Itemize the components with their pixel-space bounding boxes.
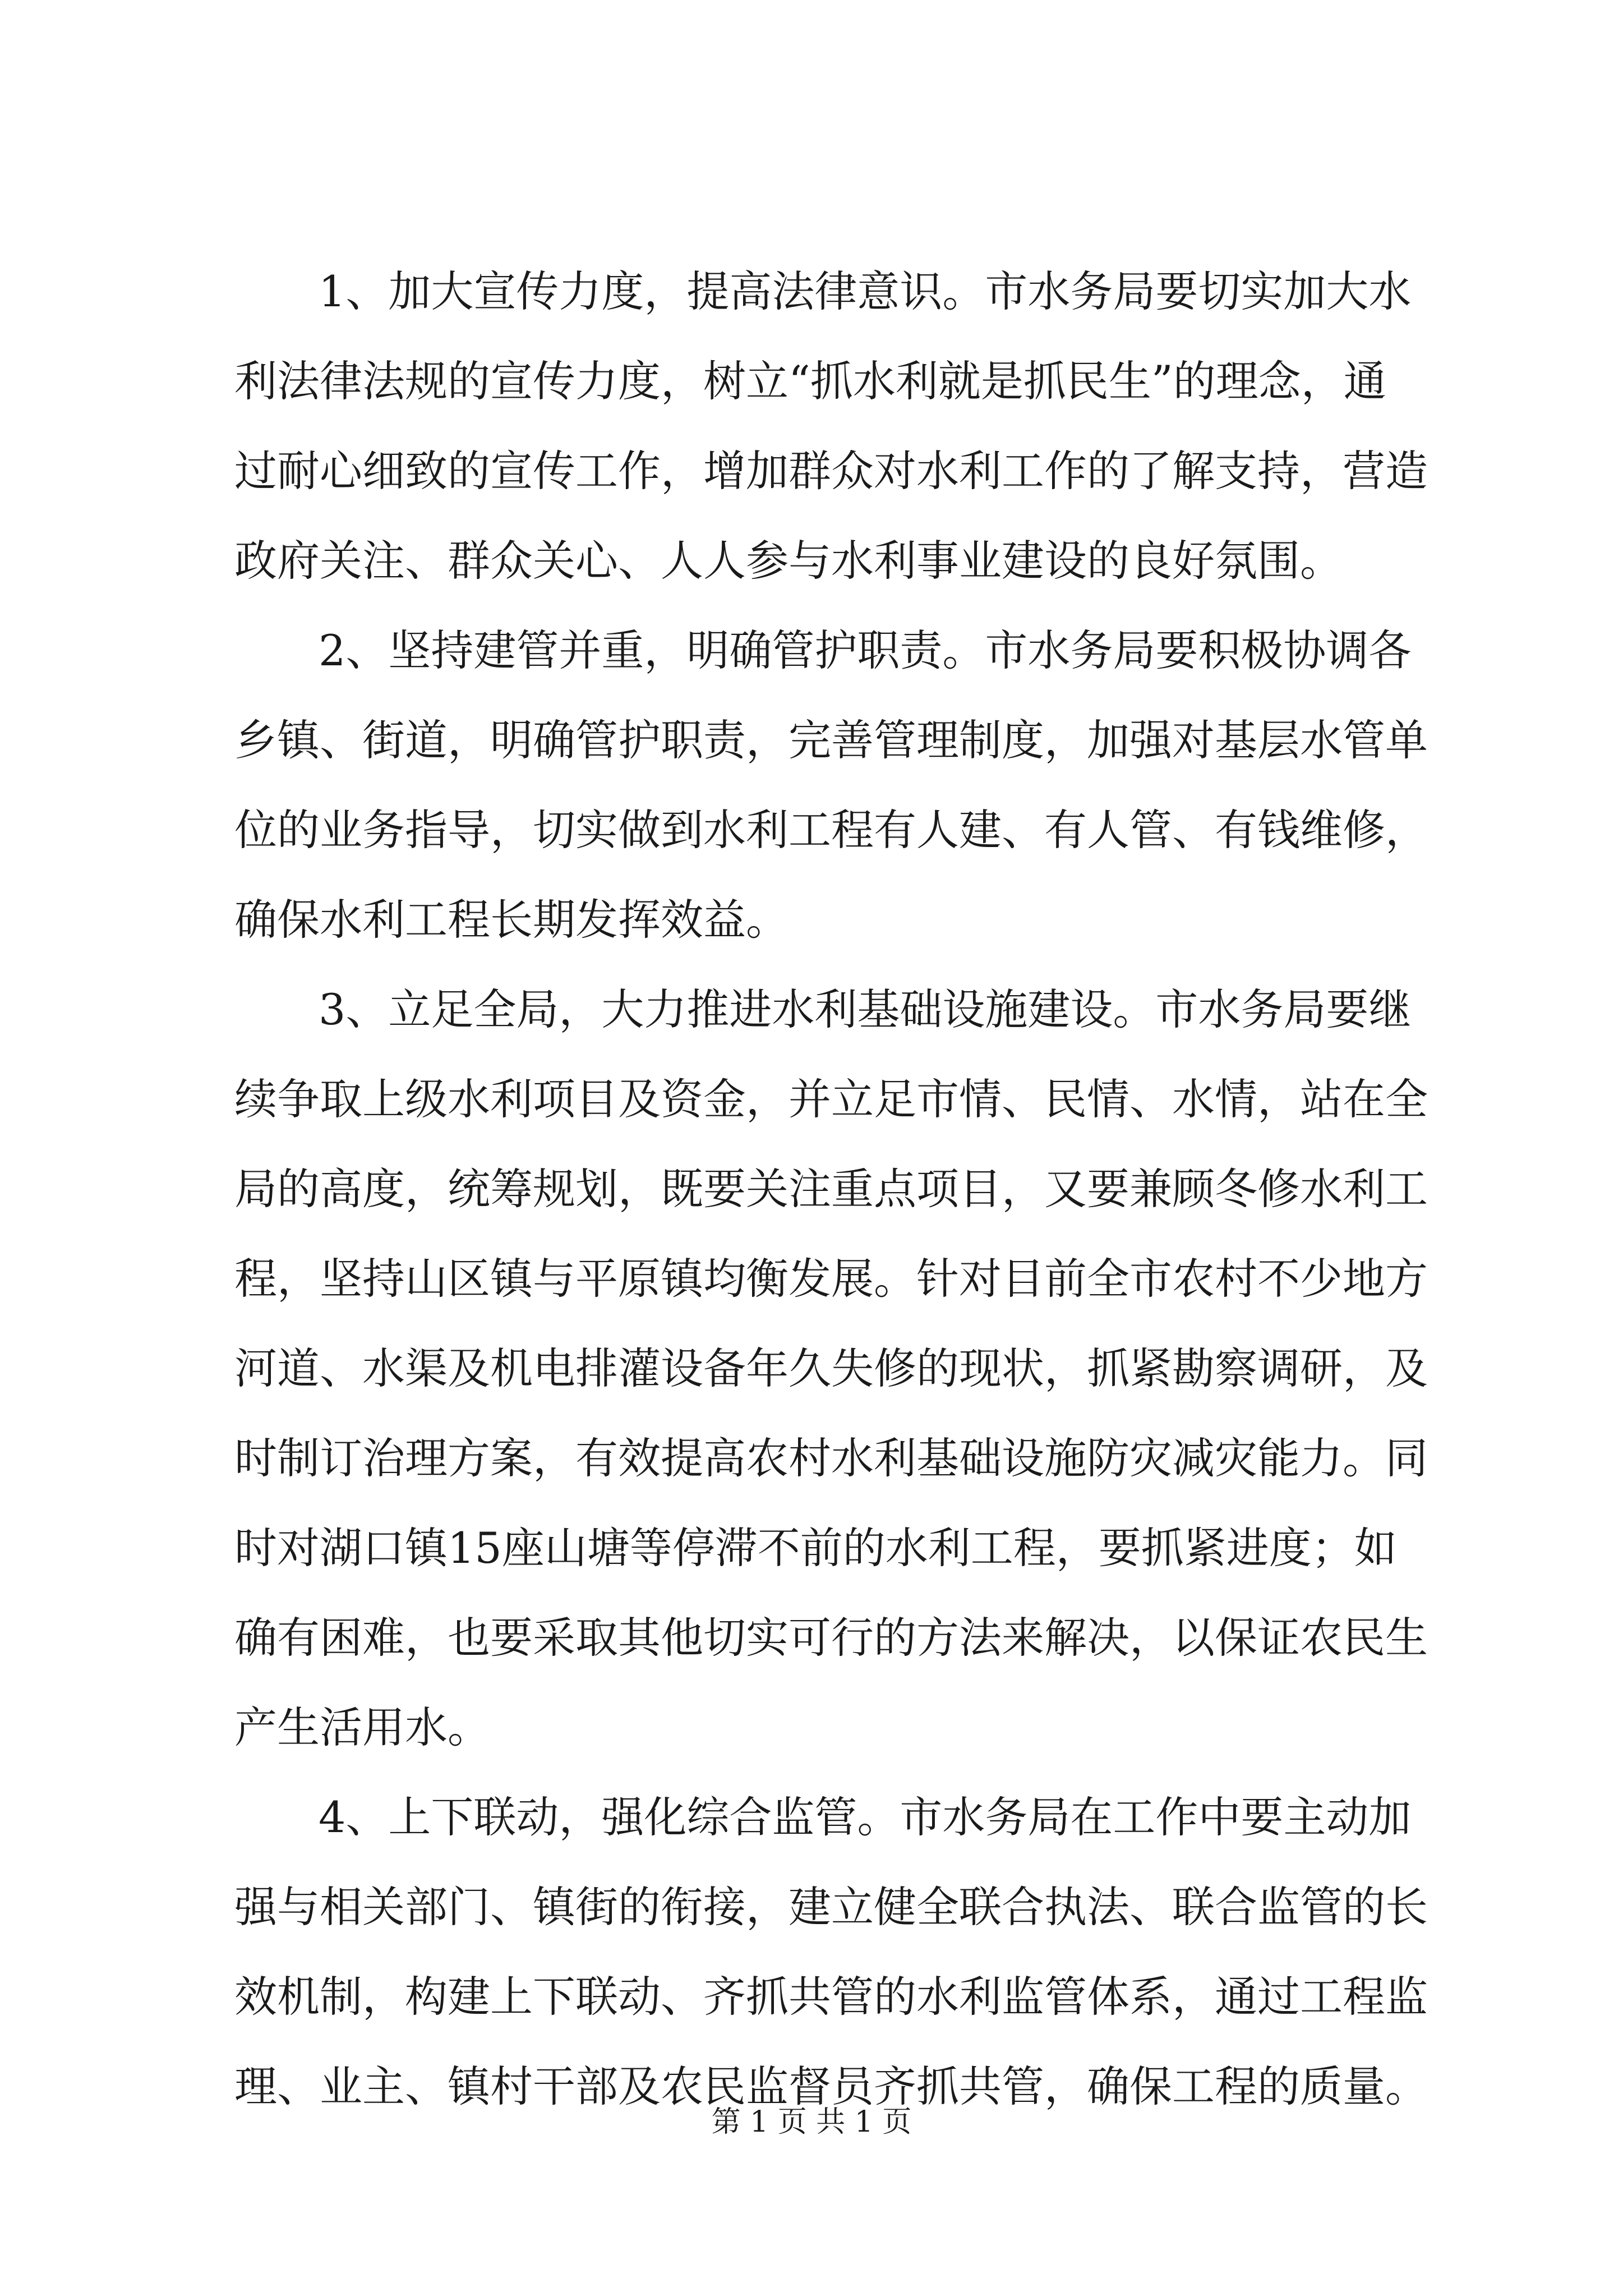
paragraph-2-line-2: 乡镇、街道，明确管护职责，完善管理制度，加强对基层水管单 bbox=[234, 715, 1428, 765]
paragraph-3-line-6: 时制订治理方案，有效提高农村水利基础设施防灾减灾能力。同 bbox=[234, 1433, 1428, 1483]
paragraph-3-line-4: 程，坚持山区镇与平原镇均衡发展。针对目前全市农村不少地方 bbox=[234, 1254, 1428, 1304]
paragraph-4-line-3: 效机制，构建上下联动、齐抓共管的水利监管体系，通过工程监 bbox=[234, 1972, 1428, 2022]
paragraph-4-line-4: 理、业主、镇村干部及农民监督员齐抓共管，确保工程的质量。 bbox=[234, 2062, 1428, 2111]
paragraph-1-line-3: 过耐心细致的宣传工作，增加群众对水利工作的了解支持，营造 bbox=[234, 446, 1428, 496]
paragraph-3-line-2: 续争取上级水利项目及资金，并立足市情、民情、水情，站在全 bbox=[234, 1074, 1428, 1124]
paragraph-3-line-8: 确有困难，也要采取其他切实可行的方法来解决，以保证农民生 bbox=[234, 1613, 1428, 1663]
paragraph-1-line-1: 1、加大宣传力度，提高法律意识。市水务局要切实加大水 bbox=[319, 266, 1412, 316]
paragraph-4-line-2: 强与相关部门、镇街的衔接，建立健全联合执法、联合监管的长 bbox=[234, 1882, 1428, 1932]
paragraph-2-line-3: 位的业务指导，切实做到水利工程有人建、有人管、有钱维修， bbox=[234, 805, 1428, 855]
paragraph-3-line-1: 3、立足全局，大力推进水利基础设施建设。市水务局要继 bbox=[319, 984, 1412, 1034]
document-body bbox=[234, 247, 1428, 2132]
paragraph-2-line-4: 确保水利工程长期发挥效益。 bbox=[234, 895, 789, 945]
paragraph-3-line-7: 时对湖口镇15座山塘等停滞不前的水利工程，要抓紧进度；如 bbox=[234, 1523, 1397, 1573]
paragraph-4-line-1: 4、上下联动，强化综合监管。市水务局在工作中要主动加 bbox=[319, 1792, 1412, 1842]
paragraph-3-line-5: 河道、水渠及机电排灌设备年久失修的现状，抓紧勘察调研，及 bbox=[234, 1343, 1428, 1393]
paragraph-3-line-3: 局的高度，统筹规划，既要关注重点项目，又要兼顾冬修水利工 bbox=[234, 1164, 1428, 1214]
paragraph-3-line-9: 产生活用水。 bbox=[234, 1703, 490, 1752]
paragraph-1-line-2: 利法律法规的宣传力度，树立“抓水利就是抓民生”的理念，通 bbox=[234, 356, 1386, 406]
paragraph-1-line-4: 政府关注、群众关心、人人参与水利事业建设的良好氛围。 bbox=[234, 536, 1343, 586]
page-footer: 第 1 页 共 1 页 bbox=[711, 2105, 912, 2139]
paragraph-2-line-1: 2、坚持建管并重，明确管护职责。市水务局要积极协调各 bbox=[319, 625, 1412, 675]
